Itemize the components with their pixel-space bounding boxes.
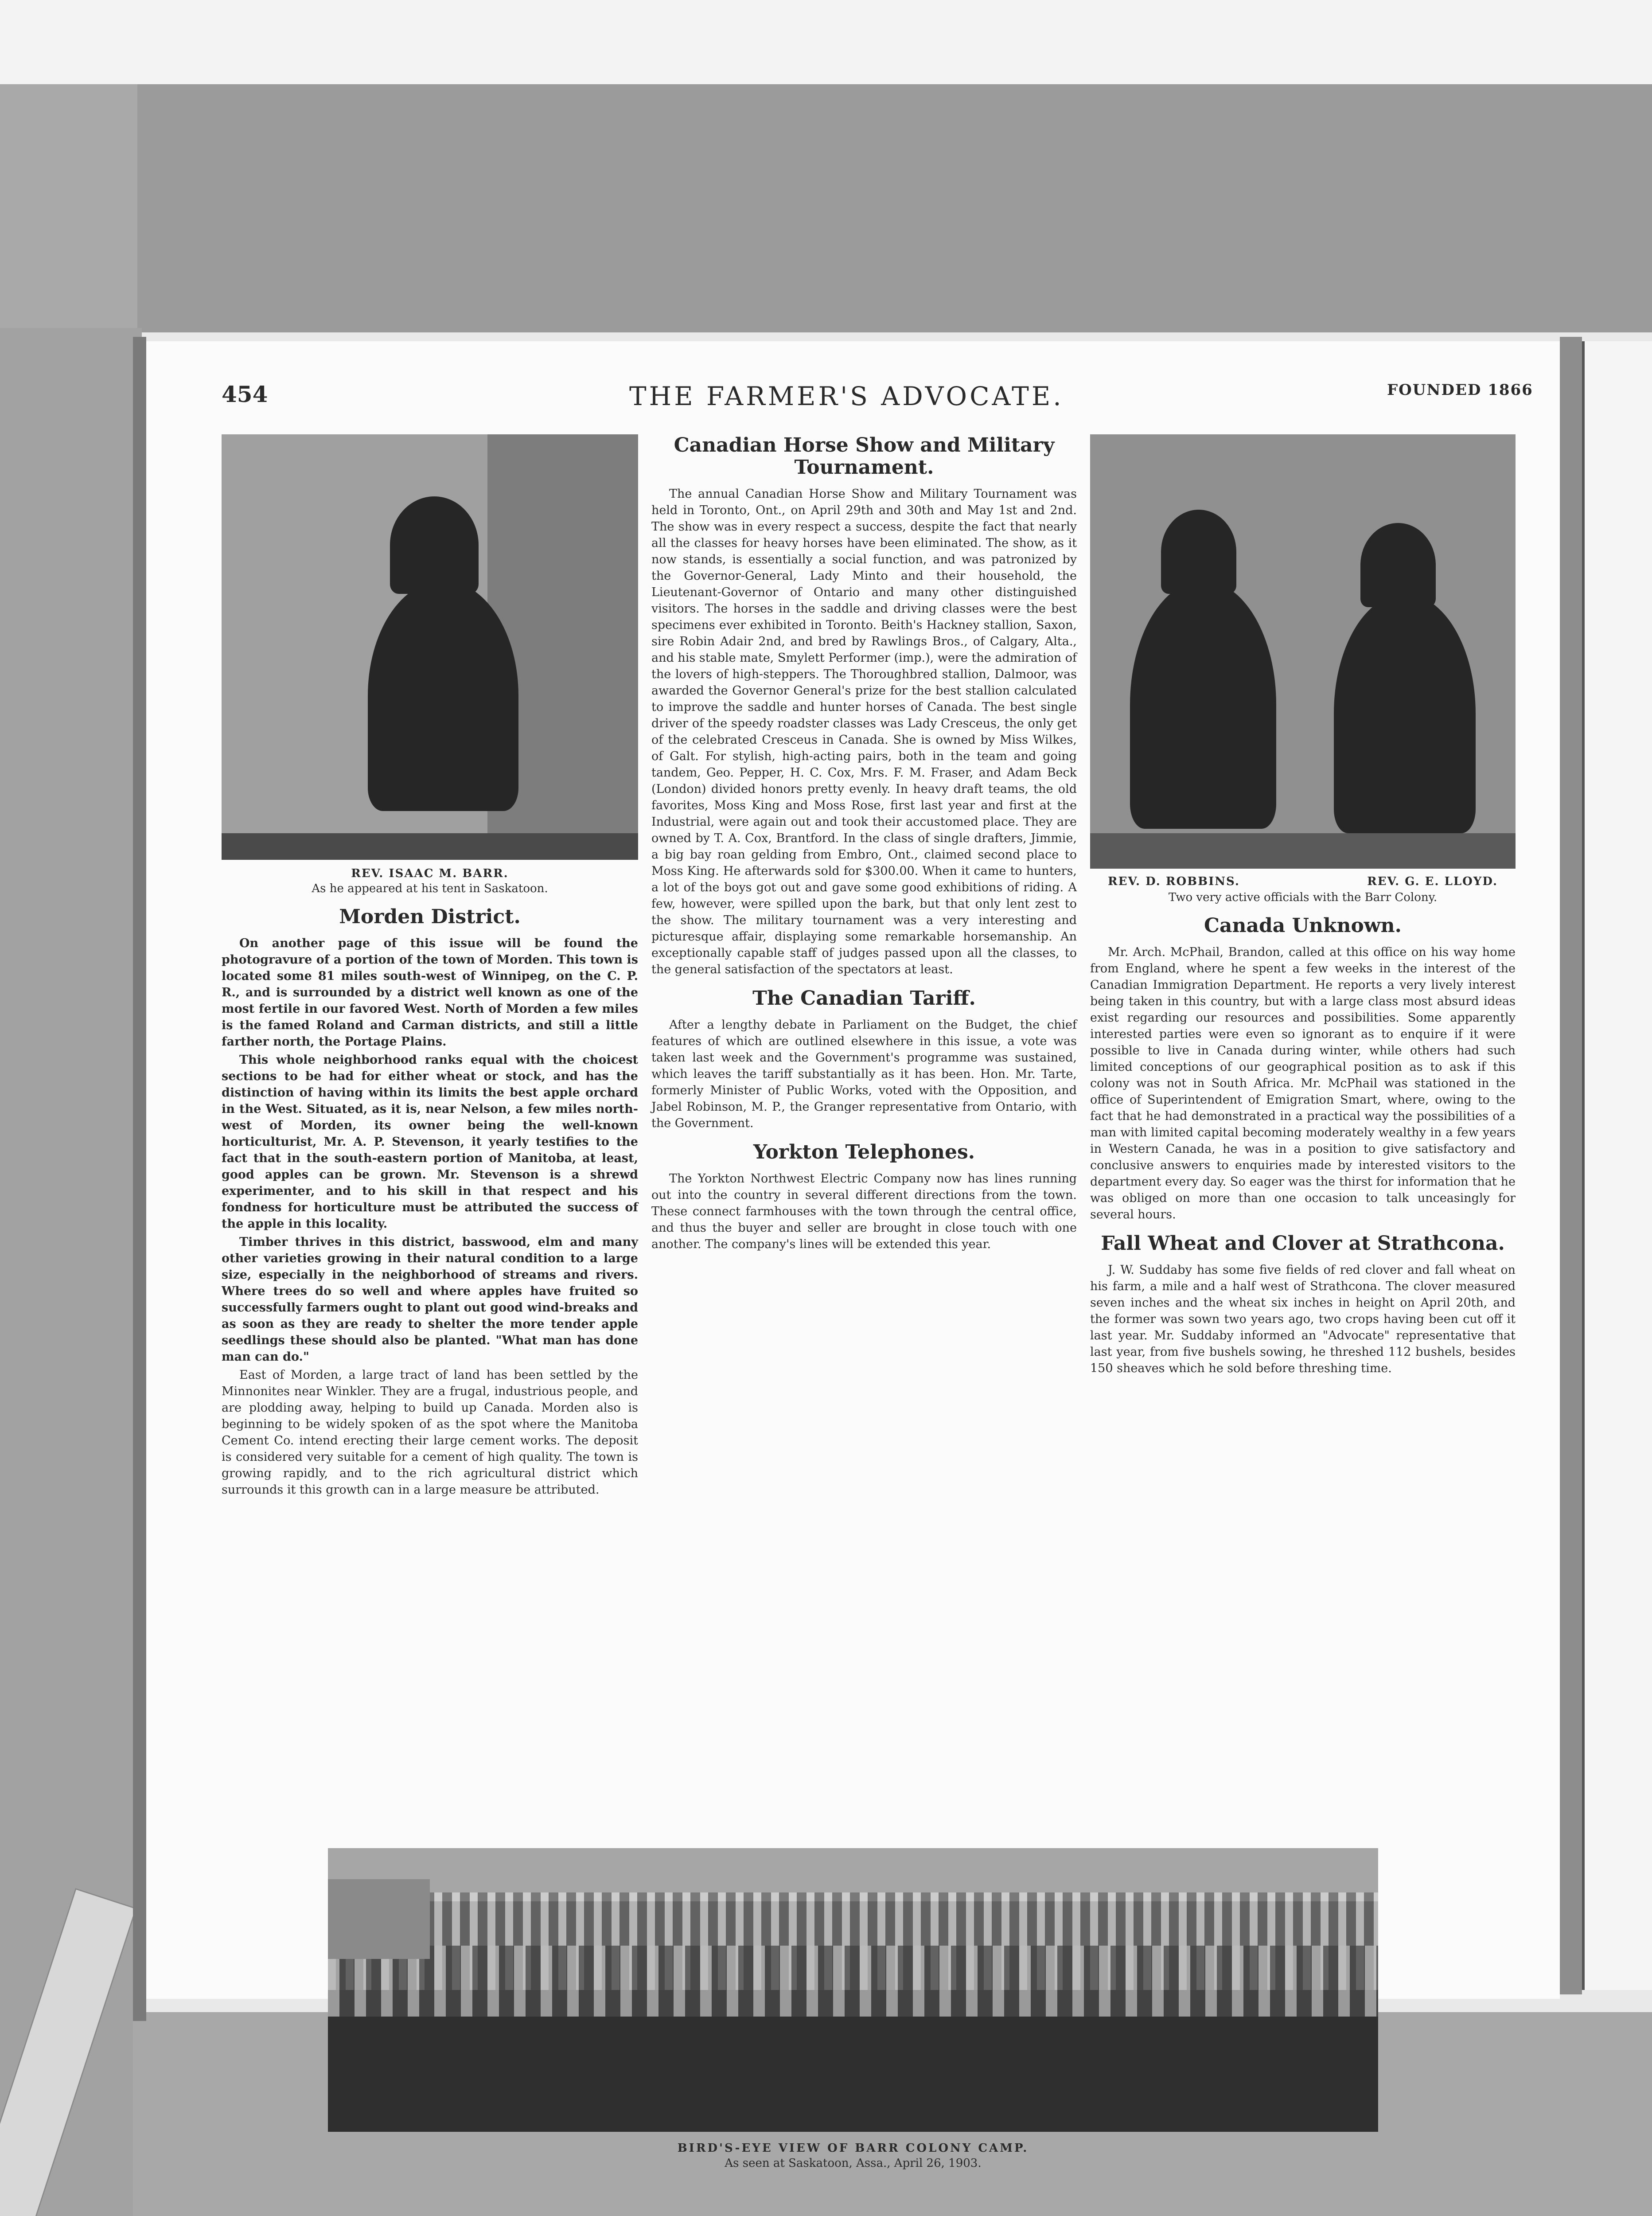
middle-column [651, 434, 1077, 1254]
newspaper-page [146, 341, 1560, 2170]
lloyd-caption: REV. G. E. LLOYD. [1367, 875, 1498, 888]
morden-paragraph-3: Timber thrives in this district, basswood, elm and many other varieties growing in their natural condition to a large size, especially in the neighborhood of streams and rivers. Where trees do so well and where apples have fruited so successfully farmers ought to plant out good wind-breaks and as soon as they are ready to shelter the more tender apple seedlings these should also be planted. "What man has done man can do." [222, 1235, 638, 1364]
morden-paragraph-4: East of Morden, a large tract of land has been settled by the Minnonites near Winkler. They are a frugal, industrious people, and are plodding away, helping to build up Canada. Morden also is beginning to be widely spoken of as the spot where the Manitoba Cement Co. intend erecting their large cement works. The deposit is considered very suitable for a cement of high quality. The town is growing rapidly, and to the rich agricultural district which surrounds it this growth can in a large measure be attributed. [222, 1368, 638, 1497]
barr-caption-name: REV. ISAAC M. BARR. [351, 867, 509, 880]
right-column [1090, 434, 1516, 1378]
gutter-shadow [1560, 337, 1582, 1994]
horse-show-paragraph: The annual Canadian Horse Show and Military Tournament was held in Toronto, Ont., on April 29th and 30th and May 1st and 2nd. The show was in every respect a success, despite the fact that nearly all the classes for heavy horses have been eliminated. The show, as it now stands, is essentially a social function, and was patronized by the Governor-General, Lady Minto and their household, the Lieutenant-Governor of Ontario and many other distinguished visitors. The horses in the saddle and driving classes were the best specimens ever exhibited in Toronto. Beith's Hackney stallion, Saxon, sire Robin Adair 2nd, and bred by Rawlings Bros., of Calgary, Alta., and his stable mate, Smylett Performer (imp.), were the admiration of the lovers of high-steppers. The Thoroughbred stallion, Dalmoor, was awarded the Governor General's prize for the best stallion calculated to improve the saddle and hunter horses of Canada. The best single driver of the speedy roadster classes was Lady Cresceus, the only get of the celebrated Cresceus in Canada. She is owned by Miss Wilkes, of Galt. For stylish, high-acting pairs, both in the team and going tandem, Geo. Pepper, H. C. Cox, Mrs. F. M. Fraser, and Adam Beck (London) divided honors pretty evenly. In heavy draft teams, the old favorites, Moss King and Moss Rose, first last year and first at the Industrial, were again out and took their accustomed place. They are owned by T. A. Cox, Brantford. In the class of single drafters, Jimmie, a big bay roan gelding from Embro, Ont., claimed second place to Moss King. He afterwards sold for $300.00. When it came to hunters, a lot of the boys got out and gave some good exhibitions of riding. A few, however, were spilled upon the bark, but that only lent zest to the show. The military tournament was a very interesting and picturesque affair, displaying some remarkable horsemanship. An exceptionally capable staff of judges passed upon all the classes, to the general satisfaction of the spectators at least. [651, 487, 1077, 976]
page-header [146, 381, 1560, 412]
scanner-top [0, 0, 1652, 89]
robbins-lloyd-caption-sub: Two very active officials with the Barr Colony. [1168, 891, 1438, 904]
founded-note: FOUNDED 1866 [1387, 381, 1533, 399]
scanner-band-inner [137, 84, 1652, 332]
barr-photo [222, 434, 638, 860]
robbins-lloyd-photo [1090, 434, 1516, 869]
running-title: THE FARMER'S ADVOCATE. [629, 381, 1064, 411]
page-number: 454 [222, 381, 268, 407]
left-column [222, 434, 638, 1500]
camp-caption-name: BIRD'S-EYE VIEW OF BARR COLONY CAMP. [677, 2142, 1029, 2155]
camp-caption-sub: As seen at Saskatoon, Assa., April 26, 1903. [725, 2157, 982, 2170]
morden-paragraph-1: On another page of this issue will be found the photogravure of a portion of the town of Morden. This town is located some 81 miles south-west of Winnipeg, on the C. P. R., and is surrounded by a district well known as one of the most fertile in our favored West. North of Morden a few miles is the famed Roland and Carman districts, and still a little farther north, the Portage Plains. [222, 936, 638, 1049]
robbins-caption: REV. D. ROBBINS. [1108, 875, 1240, 888]
fall-wheat-heading: Fall Wheat and Clover at Strathcona. [1101, 1232, 1505, 1255]
yorkton-paragraph: The Yorkton Northwest Electric Company now has lines running out into the country in several different directions from the town. These connect farmhouses with the town through the central office, and thus the buyer and seller are brought in close touch with one another. The company's lines will be extended this year. [651, 1172, 1077, 1251]
horse-show-heading: Canadian Horse Show and Military Tournament. [674, 434, 1055, 479]
facing-page-strip [1582, 341, 1652, 1990]
morden-paragraph-2: This whole neighborhood ranks equal with the choicest sections to be had for either wheat or stock, and has the distinction of having within its limits the best apple orchard in the West. Situated, as it is, near Nelson, a few miles north-west of Morden, its owner being the well-known horticulturist, Mr. A. P. Stevenson, it yearly testifies to the fact that in the south-eastern portion of Manitoba, at least, good apples can be grown. Mr. Stevenson is a shrewd experimenter, and to his skill in that respect and his fondness for horticulture must be attributed the success of the apple in this locality. [222, 1053, 638, 1231]
barr-caption-sub: As he appeared at his tent in Saskatoon. [312, 882, 548, 895]
barr-photo-caption [222, 866, 638, 896]
canada-unknown-paragraph: Mr. Arch. McPhail, Brandon, called at this office on his way home from England, where he spent a few weeks in the interest of the Canadian Immigration Department. He reports a very lively interest being taken in this country, but with a large class most absurd ideas exist regarding our resources and possibilities. Some apparently interested parties were even so ignorant as to enquire if it were possible to live in Canada during winter, while others had such limited conceptions of our geographical position as to ask if this colony was not in South Africa. Mr. McPhail was stationed in the office of Superintendent of Emigration Smart, where, owing to the fact that he had demonstrated in a practical way the possibilities of a man with limited capital becoming moderately wealthy in a few years in Western Canada, he was in a position to give satisfactory and conclusive answers to enquiries made by interested visitors to the department every day. So eager was the thirst for information that he was obliged on more than one occasion to talk unceasingly for several hours. [1090, 945, 1516, 1221]
tariff-paragraph: After a lengthy debate in Parliament on the Budget, the chief features of which are outlined elsewhere in this issue, a vote was taken last week and the Government's programme was sustained, which leaves the tariff substantially as it has been. Hon. Mr. Tarte, formerly Minister of Public Works, voted with the Opposition, and Jabel Robinson, M. P., the Granger representative from Ontario, with the Government. [651, 1018, 1077, 1130]
morden-heading: Morden District. [339, 905, 521, 928]
robbins-lloyd-caption-names [1090, 875, 1516, 888]
camp-photo-caption [328, 2141, 1378, 2171]
page-left-edge [133, 337, 146, 2021]
yorkton-heading: Yorkton Telephones. [753, 1141, 975, 1163]
tariff-heading: The Canadian Tariff. [752, 987, 976, 1010]
canada-unknown-heading: Canada Unknown. [1204, 914, 1402, 937]
fall-wheat-paragraph: J. W. Suddaby has some five fields of red clover and fall wheat on his farm, a mile and a half west of Strathcona. The clover measured seven inches and the wheat six inches in height on April 20th, and the former was sown two years ago, two crops having been cut off it last year. Mr. Suddaby informed an "Advocate" representative that last year, from five bushels sowing, he threshed 112 bushels, besides 150 sheaves which he sold before threshing time. [1090, 1263, 1516, 1375]
barr-camp-photo [328, 1848, 1378, 2132]
